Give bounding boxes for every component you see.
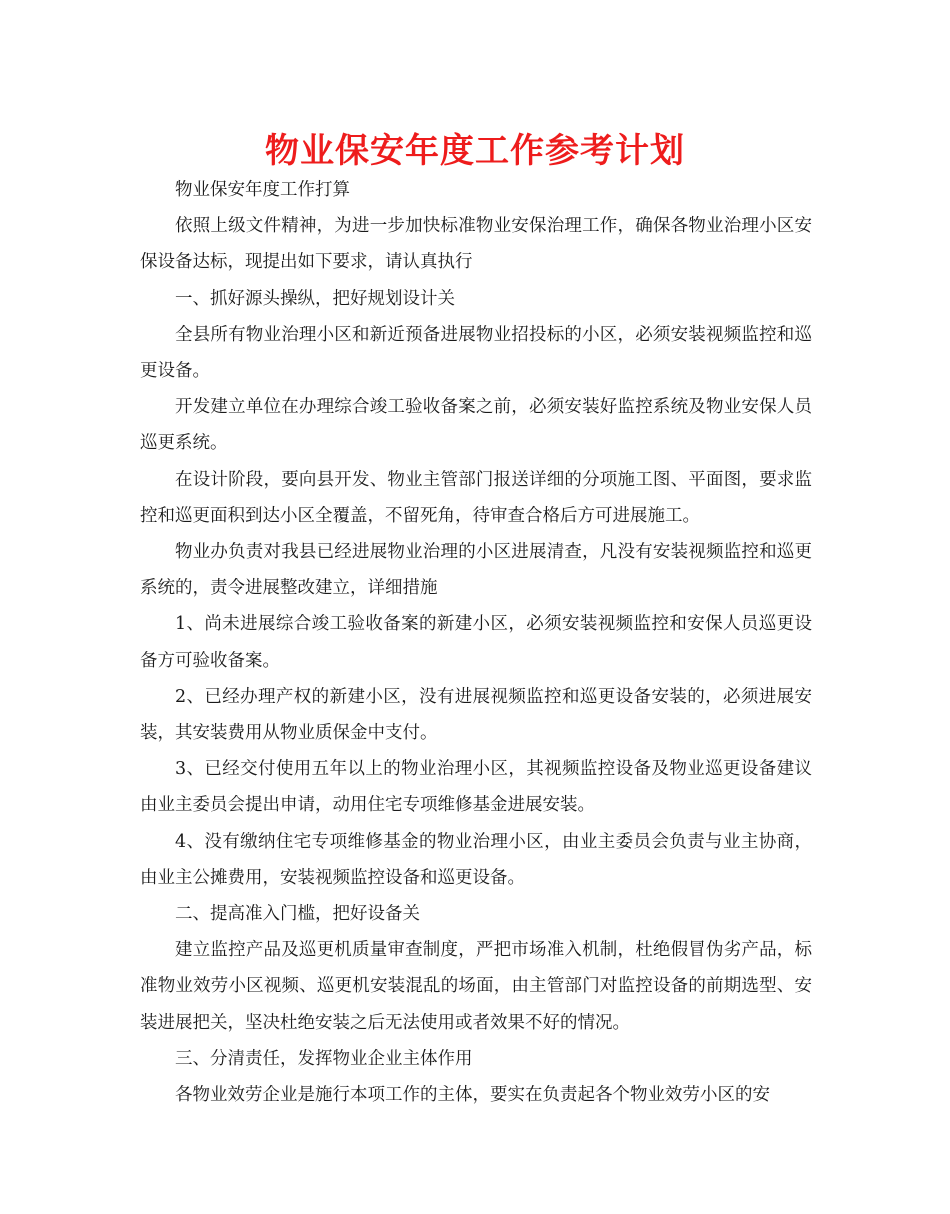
paragraph: 建立监控产品及巡更机质量审查制度，严把市场准入机制，杜绝假冒伪劣产品，标准物业效劳小区视频、巡更机安装混乱的场面，由主管部门对监控设备的前期选型、安装进展把关，坚决杜绝安装之后无法使用或者效果不好的情况。 (140, 940, 812, 1033)
section-heading: 一、抓好源头操纵，把好规划设计关 (175, 288, 455, 309)
document-title: 物业保安年度工作参考计划 (265, 131, 685, 171)
paragraph: 开发建立单位在办理综合竣工验收备案之前，必须安装好监控系统及物业安保人员巡更系统。 (140, 397, 812, 454)
document-body (140, 172, 812, 1113)
list-item: 2、已经办理产权的新建小区，没有进展视频监控和巡更设备安装的，必须进展安装，其安装费用从物业质保金中支付。 (140, 686, 812, 744)
paragraph: 物业保安年度工作打算 (175, 180, 350, 200)
paragraph: 依照上级文件精神，为进一步加快标准物业安保治理工作，确保各物业治理小区安保设备达标，现提出如下要求，请认真执行 (140, 216, 812, 273)
paragraph: 物业办负责对我县已经进展物业治理的小区进展清查，凡没有安装视频监控和巡更系统的，责令进展整改建立，详细措施 (140, 542, 812, 599)
list-item: 3、已经交付使用五年以上的物业治理小区，其视频监控设备及物业巡更设备建议由业主委员会提出申请，动用住宅专项维修基金进展安装。 (140, 759, 812, 816)
paragraph: 在设计阶段，要向县开发、物业主管部门报送详细的分项施工图、平面图，要求监控和巡更面积到达小区全覆盖，不留死角，待审查合格后方可进展施工。 (140, 469, 812, 526)
paragraph: 各物业效劳企业是施行本项工作的主体，要实在负责起各个物业效劳小区的安 (175, 1085, 770, 1106)
list-item: 4、没有缴纳住宅专项维修基金的物业治理小区，由业主委员会负责与业主协商，由业主公摊费用，安装视频监控设备和巡更设备。 (140, 831, 812, 888)
section-heading: 三、分清责任，发挥物业企业主体作用 (175, 1048, 473, 1069)
paragraph: 全县所有物业治理小区和新近预备进展物业招投标的小区，必须安装视频监控和巡更设备。 (140, 324, 812, 382)
section-heading: 二、提高准入门槛，把好设备关 (175, 904, 420, 925)
list-item: 1、尚未进展综合竣工验收备案的新建小区，必须安装视频监控和安保人员巡更设备方可验收备案。 (140, 614, 812, 671)
